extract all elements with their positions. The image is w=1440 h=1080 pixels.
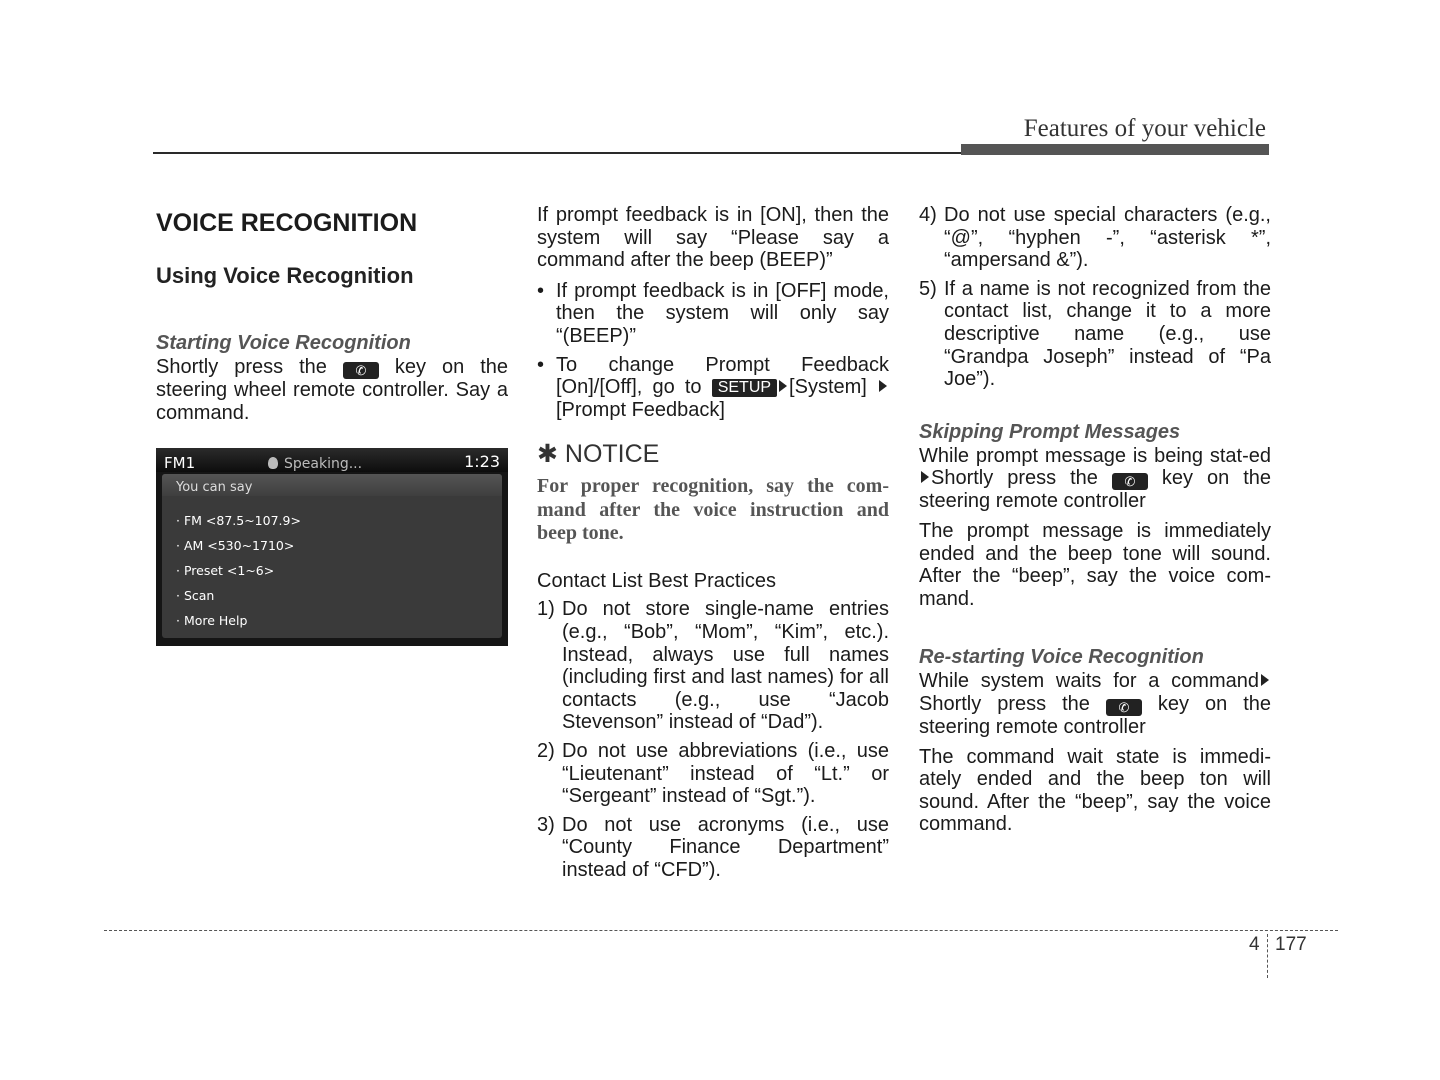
list-item — [537, 740, 889, 808]
list-item — [919, 204, 1271, 272]
list-item — [919, 278, 1271, 391]
starting-paragraph — [156, 356, 508, 424]
item-text: If a name is not recognized from the contact list, change it to a more descriptive name (e.g., use “Grandpa Joseph” instead of “Pa Joe”). — [944, 277, 1271, 391]
prompt-feedback-bullets — [537, 280, 889, 422]
restarting-paragraph-1 — [919, 670, 1271, 738]
arrow-right-icon — [879, 380, 887, 392]
screen-status — [268, 453, 362, 476]
topic-heading-skipping: Skipping Prompt Messages — [919, 420, 1181, 443]
contact-list-heading: Contact List Best Practices — [537, 569, 776, 592]
screen-help-item: · AM <530~1710> — [176, 538, 295, 554]
chapter-number: 4 — [1249, 934, 1260, 955]
page-number: 177 — [1275, 934, 1307, 955]
screen-band: FM1 — [164, 454, 196, 473]
bullet-dot: • — [537, 279, 545, 302]
arrow-right-icon — [779, 380, 787, 392]
bullet-text: To change Prompt Feedback [On]/[Off], go to — [556, 353, 889, 399]
head-unit-screen — [156, 448, 508, 646]
item-number: 1) — [537, 598, 555, 621]
column-3 — [919, 204, 1271, 836]
screen-help-heading-text: You can say — [176, 480, 253, 496]
starting-text-a: Shortly press the — [156, 356, 327, 378]
bullet-dot: • — [537, 353, 545, 376]
screen-status-text: Speaking... — [284, 456, 363, 473]
voice-key-icon: ✆ — [343, 362, 379, 379]
list-item — [537, 598, 889, 734]
column-1 — [156, 204, 508, 646]
voice-key-icon: ✆ — [1112, 473, 1148, 490]
skipping-text-c: key on the steering remote controller — [919, 467, 1271, 513]
restarting-paragraph-2: The command wait state is immedi-ately ended and the beep ton will sound. After the “beep”, say the voice command. — [919, 745, 1271, 836]
list-item — [537, 280, 889, 348]
bullet-text: [Prompt Feedback] — [556, 398, 725, 421]
screen-help-item: · Scan — [176, 588, 215, 604]
bullet-text: If prompt feedback is in [OFF] mode, then the system will only say “(BEEP)” — [556, 279, 889, 347]
screen-help-panel — [162, 474, 502, 638]
contact-list-practices — [537, 598, 889, 881]
item-text: Do not use abbreviations (i.e., use “Lieutenant” instead of “Lt.” or “Sergeant” instead of “Sgt.”). — [562, 740, 889, 808]
item-number: 2) — [537, 740, 555, 762]
running-header-title: Features of your vehicle — [1023, 115, 1266, 142]
voice-icon — [268, 457, 278, 469]
header-bar — [961, 144, 1269, 155]
footer-rule — [104, 930, 1338, 931]
restarting-text-a: While system waits for a command — [919, 670, 1259, 693]
skipping-text-b: Shortly press the — [931, 467, 1098, 490]
topic-heading-restarting: Re-starting Voice Recognition — [919, 646, 1204, 669]
skipping-paragraph-1 — [919, 445, 1271, 513]
item-number: 5) — [919, 277, 937, 300]
screen-help-item: · FM <87.5~107.9> — [176, 513, 301, 529]
topic-heading-starting: Starting Voice Recognition — [156, 332, 411, 354]
header-rule — [153, 152, 961, 154]
voice-key-icon: ✆ — [1106, 699, 1142, 716]
screen-help-heading — [162, 474, 502, 496]
screen-help-item: · Preset <1~6> — [176, 563, 275, 579]
notice-body: For proper recognition, say the com-mand after the voice instruction and beep tone. — [537, 475, 889, 545]
setup-key-icon: SETUP — [712, 379, 777, 397]
restarting-text-c: key on the steering remote controller — [919, 692, 1271, 738]
section-title: VOICE RECOGNITION — [156, 209, 418, 237]
starting-text-b: key on the steering wheel remote controller. Say a command. — [156, 356, 508, 424]
screen-help-item: · More Help — [176, 613, 248, 629]
list-item — [537, 814, 889, 882]
subsection-title: Using Voice Recognition — [156, 263, 414, 288]
prompt-feedback-on-paragraph: If prompt feedback is in [ON], then the system will say “Please say a command after the beep (BEEP)” — [537, 204, 889, 272]
restarting-text-b: Shortly press the — [919, 692, 1090, 715]
column-2 — [537, 204, 889, 888]
item-text: Do not use acronyms (i.e., use “County Finance Department” instead of “CFD”). — [562, 813, 889, 881]
item-number: 4) — [919, 204, 937, 226]
notice-title: ✱ NOTICE — [537, 440, 660, 469]
item-text: Do not store single-name entries (e.g., “Bob”, “Mom”, “Kim”, etc.). Instead, always use full names (including first and last names) for all contacts (e.g., use “Jacob Stevenson” instead of “Dad”). — [562, 598, 889, 734]
arrow-right-icon — [1261, 674, 1269, 686]
contact-list-practices-cont — [919, 204, 1271, 391]
footer-divider — [1267, 934, 1268, 978]
bullet-text: [System] — [789, 376, 867, 399]
item-number: 3) — [537, 813, 555, 836]
skipping-text-a: While prompt message is being stat-ed — [919, 444, 1271, 467]
list-item — [537, 354, 889, 422]
arrow-right-icon — [921, 471, 929, 483]
item-text: Do not use special characters (e.g., “@”, “hyphen -”, “asterisk *”, “ampersand &”). — [944, 204, 1271, 272]
skipping-paragraph-2: The prompt message is immediately ended and the beep tone will sound. After the “beep”, say the voice com-mand. — [919, 519, 1271, 610]
screen-time: 1:23 — [464, 452, 500, 472]
